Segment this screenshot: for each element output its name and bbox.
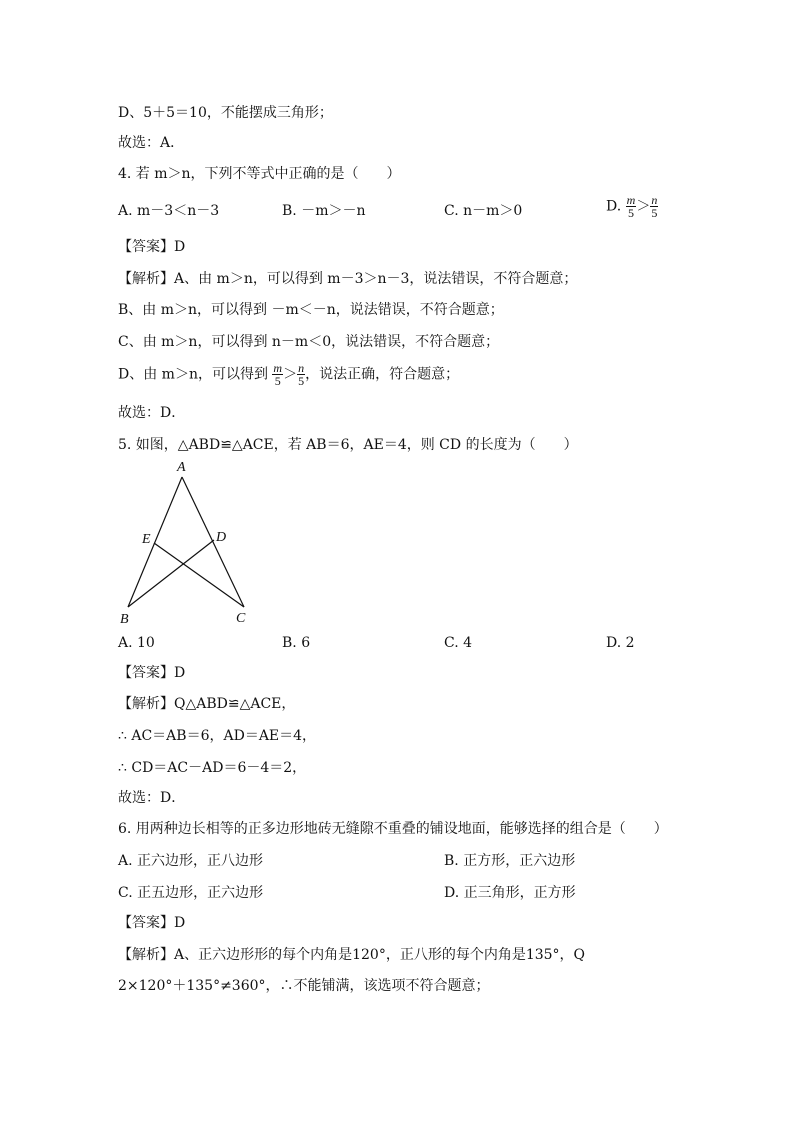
answer-5: 【答案】D xyxy=(118,665,186,681)
explanation-4-b: B、由 m＞n，可以得到 －m＜－n，说法错误，不符合题意； xyxy=(118,302,504,318)
question-6: 6. 用两种边长相等的正多边形地砖无缝隙不重叠的铺设地面，能够选择的组合是（ ） xyxy=(118,821,668,837)
q5-option-b: B. 6 xyxy=(282,635,311,651)
q6-option-b: B. 正方形，正六边形 xyxy=(444,853,576,869)
explanation-4-c: C、由 m＞n，可以得到 n－m＜0，说法错误，不符合题意； xyxy=(118,334,500,350)
label-b: B xyxy=(120,612,129,627)
q5-option-a: A. 10 xyxy=(118,635,155,651)
q6-option-a: A. 正六边形，正八边形 xyxy=(118,853,264,869)
explanation-5-a: 【解析】Q△ABD≌△ACE， xyxy=(118,696,296,712)
select-4: 故选：D． xyxy=(118,405,186,421)
question-4: 4. 若 m＞n，下列不等式中正确的是（ ） xyxy=(118,166,401,182)
select-5: 故选：D． xyxy=(118,790,186,806)
q4-option-d-prefix: D. xyxy=(606,198,622,215)
q4-option-d xyxy=(606,194,658,219)
q6-option-c: C. 正五边形，正六边形 xyxy=(118,885,264,901)
q4-option-c: C. n－m＞0 xyxy=(444,203,523,219)
explanation-4-a: 【解析】A、由 m＞n，可以得到 m－3＞n－3，说法错误，不符合题意； xyxy=(118,271,578,287)
triangle-figure xyxy=(110,455,270,630)
explanation-4-d xyxy=(118,362,459,387)
explanation-6-b: 2×120°＋135°≠360°，∴不能铺满，该选项不符合题意； xyxy=(118,978,490,994)
label-d: D xyxy=(216,530,227,545)
fraction-m-over-5: $\frac{m}{5}$ xyxy=(626,193,636,220)
answer-6: 【答案】D xyxy=(118,915,186,931)
q6-option-d: D. 正三角形，正方形 xyxy=(444,885,576,901)
fraction-n-over-5: $\frac{n}{5}$ xyxy=(298,361,305,388)
explanation-6-a: 【解析】A、正六边形形的每个内角是120°，正八形的每个内角是135°，Q xyxy=(118,947,586,963)
explanation-5-b: ∴ AC＝AB＝6，AD＝AE＝4， xyxy=(118,728,317,744)
question-5: 5. 如图，△ABD≌△ACE，若 AB＝6，AE＝4，则 CD 的长度为（ ） xyxy=(118,437,578,453)
fraction-m-over-5: $\frac{m}{5}$ xyxy=(273,361,283,388)
text-line: 故选：A． xyxy=(118,135,185,151)
q5-option-c: C. 4 xyxy=(444,635,473,651)
label-c: C xyxy=(236,611,246,626)
line-ac xyxy=(182,477,244,607)
q4-option-a: A. m－3＜n－3 xyxy=(118,203,220,219)
explanation-5-c: ∴ CD＝AC－AD＝6－4＝2， xyxy=(118,760,307,776)
line-ce xyxy=(154,543,244,607)
explanation-4-d-prefix: D、由 m＞n，可以得到 xyxy=(118,366,268,383)
text-line: D、5＋5＝10，不能摆成三角形； xyxy=(118,105,333,121)
answer-4: 【答案】D xyxy=(118,239,186,255)
q5-option-d: D. 2 xyxy=(606,635,635,651)
label-e: E xyxy=(142,532,151,547)
line-ab xyxy=(128,477,182,607)
fraction-n-over-5: $\frac{n}{5}$ xyxy=(651,193,658,220)
greater-than: ＞ xyxy=(283,366,298,383)
q4-option-b: B. －m＞－n xyxy=(282,203,366,219)
label-a: A xyxy=(177,460,186,475)
explanation-4-d-suffix: ，说法正确，符合题意； xyxy=(305,366,460,383)
line-bd xyxy=(128,540,214,607)
greater-than: ＞ xyxy=(636,198,651,215)
